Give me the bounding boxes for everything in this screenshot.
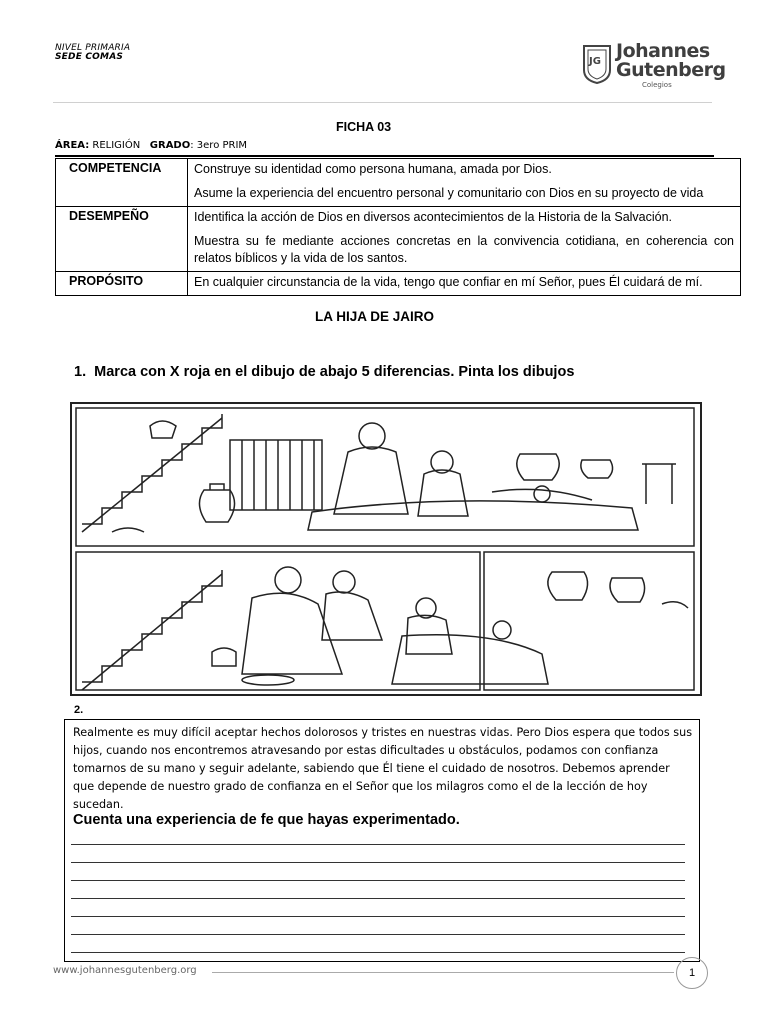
writing-line[interactable] — [71, 934, 685, 935]
logo-line1: Johannes — [616, 40, 710, 62]
activity1-number: 1. — [74, 364, 87, 380]
grado-label: GRADO — [149, 140, 191, 151]
coloring-illustration — [70, 402, 702, 696]
level-label: NIVEL PRIMARIA — [55, 43, 131, 53]
row-text: Identifica la acción de Dios en diversos acontecimientos de la Historia de la Salvación. — [194, 210, 673, 224]
meta-underline — [55, 155, 714, 157]
header-divider — [53, 102, 712, 103]
area-grado-line — [55, 140, 247, 151]
school-logo — [582, 40, 726, 89]
ficha-title: FICHA 03 — [336, 120, 392, 134]
activity2-number: 2. — [74, 704, 84, 716]
grado-value: : 3ero PRIM — [190, 140, 248, 151]
logo-subtitle: Colegios — [642, 81, 672, 89]
activity2-paragraph: Realmente es muy difícil aceptar hechos dolorosos y tristes en nuestras vidas. Pero Dios espera que todos sus hijos, cuando nos encontremos atravesando por estas dificultades u obstáculos, podamos con confianza tomarnos de su mano y seguir adelante, sabiendo que Él tiene el cuidado de nosotros. Debemos aprender que depende de nuestro grado de confianza en el Señor que los milagros como el de la lección de hoy sucedan. — [73, 726, 693, 811]
writing-line[interactable] — [71, 898, 685, 899]
area-value: RELIGIÓN — [92, 140, 141, 151]
area-label: ÁREA: — [55, 140, 90, 151]
writing-line[interactable] — [71, 880, 685, 881]
competency-table — [55, 158, 741, 296]
jairus-daughter-drawing — [72, 404, 700, 694]
row-content — [188, 207, 741, 272]
row-label: COMPETENCIA — [56, 159, 188, 207]
row-label: PROPÓSITO — [56, 272, 188, 296]
activity2-question: Cuenta una experiencia de fe que hayas experimentado. — [73, 812, 460, 828]
activity1-heading — [74, 364, 574, 380]
writing-line[interactable] — [71, 844, 685, 845]
table-row — [56, 159, 741, 207]
row-text: Muestra su fe mediante acciones concretas en la convivencia cotidiana, en coherencia con relatos bíblicos y la vida de los santos. — [194, 234, 734, 265]
row-label: DESEMPEÑO — [56, 207, 188, 272]
activity2-box — [64, 719, 700, 962]
activity1-text: Marca con X roja en el dibujo de abajo 5 diferencias. Pinta los dibujos — [94, 364, 575, 380]
row-text: En cualquier circunstancia de la vida, tengo que confiar en mí Señor, pues Él cuidará de mí. — [194, 275, 703, 289]
lesson-title: LA HIJA DE JAIRO — [315, 309, 435, 324]
table-row — [56, 272, 741, 296]
table-row — [56, 207, 741, 272]
writing-line[interactable] — [71, 952, 685, 953]
campus-label: SEDE COMAS — [55, 52, 124, 62]
writing-line[interactable] — [71, 862, 685, 863]
footer-divider — [212, 972, 674, 973]
row-content — [188, 159, 741, 207]
footer-url: www.johannesgutenberg.org — [53, 965, 197, 976]
writing-line[interactable] — [71, 916, 685, 917]
logo-emblem-text: JG — [589, 56, 601, 67]
page-number: 1 — [676, 957, 708, 989]
row-text: Asume la experiencia del encuentro personal y comunitario con Dios en su proyecto de vida — [194, 186, 704, 200]
logo-line2: Gutenberg — [616, 59, 726, 81]
row-content — [188, 272, 741, 296]
row-text: Construye su identidad como persona humana, amada por Dios. — [194, 162, 552, 176]
